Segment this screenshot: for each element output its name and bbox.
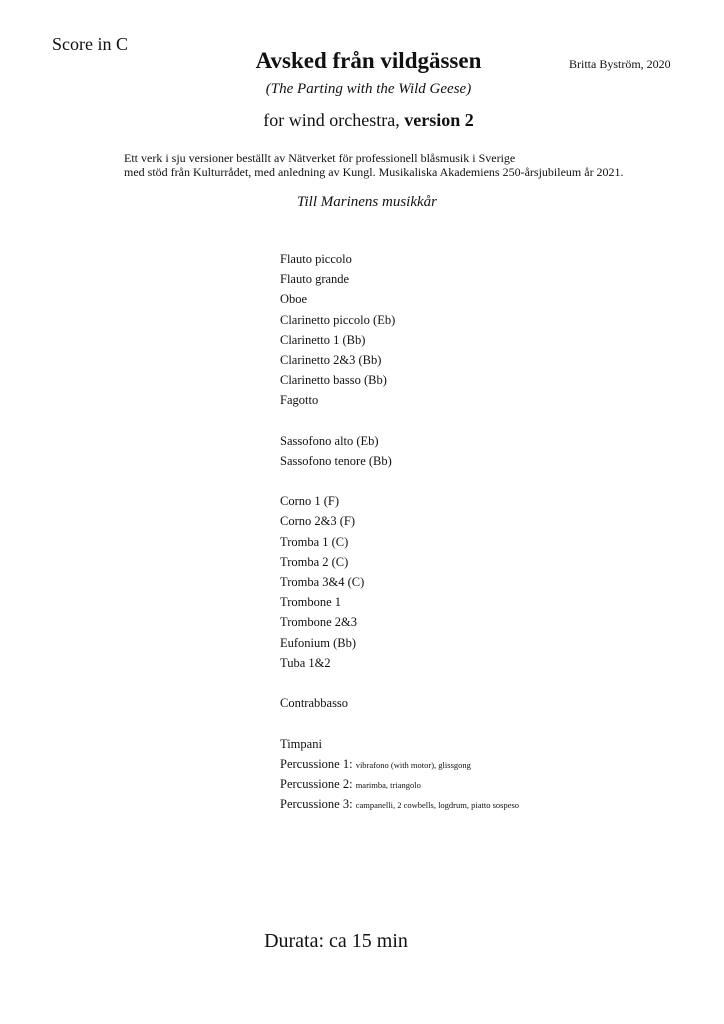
instrument-percussione-2 [280,774,519,794]
dedication: Till Marinens musikkår [296,194,437,210]
work-subtitle: (The Parting with the Wild Geese) [265,81,472,97]
instrument-tuba-1-2: Tuba 1&2 [280,655,331,670]
instrument-tromba-3-4: Tromba 3&4 (C) [280,575,365,589]
score-in-label: Score in C [52,34,128,54]
commission-note [124,151,624,179]
instrument-clarinetto-piccolo: Clarinetto piccolo (Eb) [280,312,396,327]
instrument-clarinetto-2-3: Clarinetto 2&3 (Bb) [280,352,382,367]
percussion-detail: vibrafono (with motor), glissgong [355,759,471,770]
instrument-tromba-1: Tromba 1 (C) [280,534,349,549]
composer-credit: Britta Byström, 2020 [569,57,671,71]
instrument-clarinetto-1: Clarinetto 1 (Bb) [280,332,366,347]
percussion-name: Percussione 3: [280,797,353,812]
group-spacer [280,411,519,431]
group-spacer [280,673,519,693]
instrument-trombone-1: Trombone 1 [280,595,342,610]
percussion-detail: marimba, triangolo [355,779,421,790]
instrument-oboe: Oboe [280,292,308,307]
instrument-clarinetto-basso: Clarinetto basso (Bb) [280,373,387,388]
instrument-corno-1: Corno 1 (F) [280,494,340,509]
percussion-name: Percussione 2: [280,776,353,791]
instrument-list [280,249,519,814]
instrument-fagotto: Fagotto [280,393,319,408]
instrument-percussione-1 [280,754,519,774]
instrument-corno-2-3: Corno 2&3 (F) [280,514,355,529]
percussion-detail: campanelli, 2 cowbells, logdrum, piatto sospeso [355,800,520,811]
instrument-tromba-2: Tromba 2 (C) [280,554,349,569]
instrument-contrabbasso: Contrabbasso [280,696,349,711]
instrument-percussione-3 [280,794,519,814]
instrument-timpani: Timpani [280,736,322,751]
percussion-name: Percussione 1: [280,756,353,771]
instrument-trombone-2-3: Trombone 2&3 [280,615,357,630]
instrument-flauto-piccolo: Flauto piccolo [280,252,352,266]
instrument-sassofono-alto: Sassofono alto (Eb) [280,433,379,448]
instrument-eufonium: Eufonium (Bb) [280,635,357,650]
scoring-line [0,110,724,131]
duration: Durata: ca 15 min [264,930,408,952]
group-spacer [280,713,519,733]
instrument-flauto-grande: Flauto grande [280,272,350,287]
commission-line-1: Ett verk i sju versioner beställt av Nätverket för professionell blåsmusik i Sverige [124,151,516,165]
commission-line-2: med stöd från Kulturrådet, med anledning av Kungl. Musikaliska Akademiens 250-årsjubileum år 2021. [124,165,624,179]
scoring-prefix: for wind orchestra, [263,110,405,130]
instrument-sassofono-tenore: Sassofono tenore (Bb) [280,453,392,468]
scoring-version: version 2 [404,110,474,130]
work-title: Avsked från vildgässen [255,48,482,73]
group-spacer [280,471,519,491]
